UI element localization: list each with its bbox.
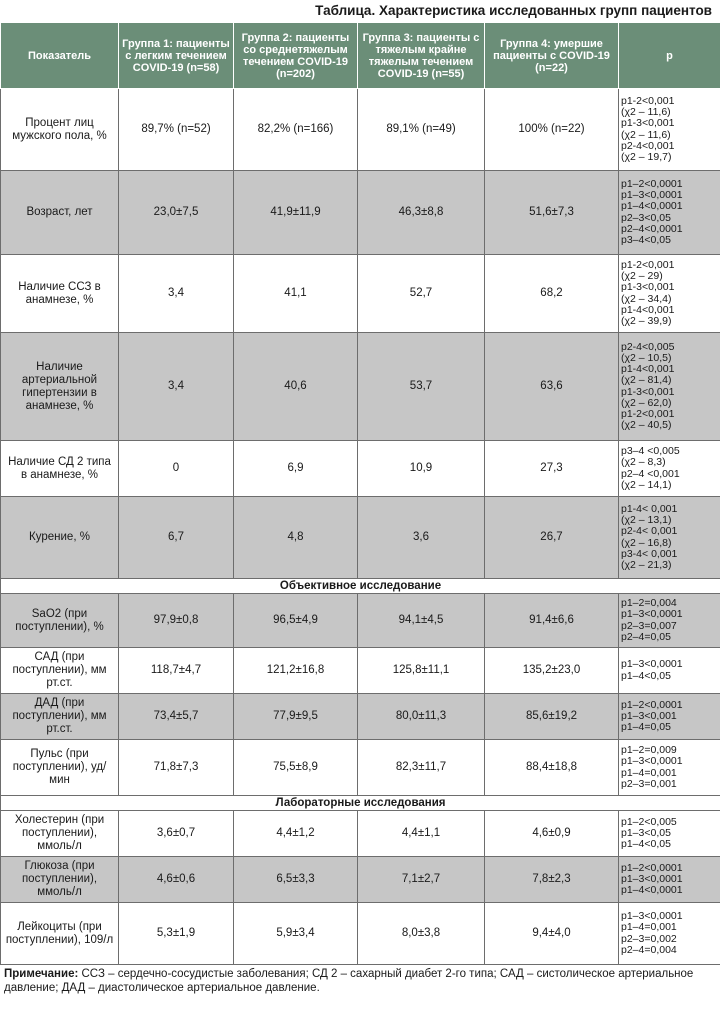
p-value-line: p2–3=0,002 (621, 932, 677, 945)
cell-group-2: 82,2% (n=166) (234, 89, 358, 171)
note-label: Примечание: (4, 968, 79, 980)
header-group-1: Группа 1: пациенты с легким течением COVID-19 (n=58) (119, 23, 234, 89)
cell-group-2: 40,6 (234, 333, 358, 441)
cell-group-1: 118,7±4,7 (119, 648, 234, 694)
section-lab-tests-title: Лабораторные исследования (1, 796, 720, 811)
table-row (1, 255, 720, 333)
table-row (1, 903, 720, 965)
cell-group-2: 5,9±3,4 (234, 903, 358, 965)
cell-group-3: 94,1±4,5 (358, 594, 485, 648)
cell-group-2: 4,8 (234, 497, 358, 579)
cell-group-1: 3,4 (119, 255, 234, 333)
cell-group-3: 3,6 (358, 497, 485, 579)
cell-group-2: 4,4±1,2 (234, 811, 358, 857)
p-value-line: p1–2<0,0001 (621, 698, 683, 711)
table-header-row (1, 23, 720, 89)
cell-group-1: 89,7% (n=52) (119, 89, 234, 171)
p-value-line: (χ2 – 21,3) (621, 558, 672, 571)
table-caption: Таблица. Характеристика исследованных групп пациентов (315, 3, 712, 18)
p-value-line: p2–4=0,004 (621, 943, 677, 956)
cell-group-3: 46,3±8,8 (358, 171, 485, 255)
p-value-line: p1-4<0,001 (621, 363, 675, 376)
row-label: Наличие артериальной гипертензии в анамнезе, % (1, 333, 119, 441)
table-row (1, 648, 720, 694)
p-value-line: (χ2 – 29) (621, 270, 663, 283)
cell-group-2: 6,9 (234, 441, 358, 497)
p-value-line: (χ2 – 19,7) (621, 150, 672, 163)
cell-group-2: 41,9±11,9 (234, 171, 358, 255)
cell-group-3: 82,3±11,7 (358, 740, 485, 796)
p-value-line: p2–3=0,001 (621, 777, 677, 790)
p-value-line: p1–2=0,009 (621, 744, 677, 757)
cell-group-1: 23,0±7,5 (119, 171, 234, 255)
p-value-line: (χ2 – 14,1) (621, 478, 672, 491)
table-row (1, 694, 720, 740)
p-value-line: p2–4<0,0001 (621, 222, 683, 235)
p-value-line: (χ2 – 39,9) (621, 314, 672, 327)
table-note (0, 965, 720, 995)
p-value-line: p1–4<0,0001 (621, 884, 683, 897)
p-value-line: p1-2<0,001 (621, 94, 675, 107)
p-value-line: p1–2<0,0001 (621, 861, 683, 874)
p-value-line: p1–2<0,005 (621, 815, 677, 828)
table-row (1, 740, 720, 796)
cell-p-values (619, 811, 720, 857)
cell-p-values (619, 255, 720, 333)
cell-group-4: 85,6±19,2 (485, 694, 619, 740)
p-value-line: p1–4=0,001 (621, 921, 677, 934)
row-label: Пульс (при поступлении), уд/мин (1, 740, 119, 796)
p-value-line: p1–3<0,0001 (621, 189, 683, 202)
p-value-line: p1–2<0,0001 (621, 177, 683, 190)
p-value-line: p1–3<0,0001 (621, 658, 683, 671)
cell-group-2: 41,1 (234, 255, 358, 333)
cell-group-1: 73,4±5,7 (119, 694, 234, 740)
cell-group-4: 88,4±18,8 (485, 740, 619, 796)
cell-group-3: 4,4±1,1 (358, 811, 485, 857)
p-value-line: p1-2<0,001 (621, 258, 675, 271)
p-value-line: (χ2 – 34,4) (621, 292, 672, 305)
row-label: Наличие СД 2 типа в анамнезе, % (1, 441, 119, 497)
p-value-line: p2-4<0,005 (621, 340, 675, 353)
p-value-line: (χ2 – 40,5) (621, 419, 672, 432)
header-p: p (619, 23, 720, 89)
cell-p-values (619, 497, 720, 579)
cell-group-4: 26,7 (485, 497, 619, 579)
cell-p-values (619, 594, 720, 648)
row-label: Процент лиц мужского пола, % (1, 89, 119, 171)
table-row (1, 811, 720, 857)
p-value-line: p3-4< 0,001 (621, 547, 678, 560)
cell-group-1: 5,3±1,9 (119, 903, 234, 965)
table-row (1, 171, 720, 255)
cell-group-1: 4,6±0,6 (119, 857, 234, 903)
cell-group-1: 3,6±0,7 (119, 811, 234, 857)
cell-group-2: 77,9±9,5 (234, 694, 358, 740)
table-row (1, 89, 720, 171)
cell-group-1: 71,8±7,3 (119, 740, 234, 796)
p-value-line: p1-4<0,001 (621, 303, 675, 316)
cell-group-1: 6,7 (119, 497, 234, 579)
header-group-4: Группа 4: умершие пациенты с COVID-19 (n=22) (485, 23, 619, 89)
cell-group-2: 75,5±8,9 (234, 740, 358, 796)
p-value-line: (χ2 – 16,8) (621, 536, 672, 549)
table-row (1, 333, 720, 441)
p-value-line: p1–4<0,05 (621, 838, 671, 851)
p-value-line: p2-4<0,001 (621, 139, 675, 152)
p-value-line: p1-3<0,001 (621, 281, 675, 294)
p-value-line: p1–4=0,001 (621, 766, 677, 779)
row-label: Холестерин (при поступлении), ммоль/л (1, 811, 119, 857)
cell-group-3: 89,1% (n=49) (358, 89, 485, 171)
row-label: ДАД (при поступлении), мм рт.ст. (1, 694, 119, 740)
table-body (1, 89, 720, 965)
cell-group-4: 7,8±2,3 (485, 857, 619, 903)
cell-p-values (619, 694, 720, 740)
p-value-line: p1–4<0,0001 (621, 200, 683, 213)
p-value-line: p1–4<0,05 (621, 669, 671, 682)
p-value-line: p2–3<0,05 (621, 211, 671, 224)
p-value-line: p1–3<0,001 (621, 709, 677, 722)
section-objective-exam (1, 579, 720, 594)
cell-group-2: 96,5±4,9 (234, 594, 358, 648)
p-value-line: (χ2 – 11,6) (621, 128, 671, 141)
cell-group-3: 52,7 (358, 255, 485, 333)
cell-p-values (619, 333, 720, 441)
table-row (1, 594, 720, 648)
cell-p-values (619, 648, 720, 694)
cell-group-4: 27,3 (485, 441, 619, 497)
p-value-line: (χ2 – 8,3) (621, 456, 666, 469)
cell-group-3: 7,1±2,7 (358, 857, 485, 903)
cell-p-values (619, 89, 720, 171)
patient-groups-table (0, 22, 720, 965)
cell-group-2: 121,2±16,8 (234, 648, 358, 694)
p-value-line: p3–4<0,05 (621, 233, 671, 246)
cell-p-values (619, 857, 720, 903)
header-group-3: Группа 3: пациенты с тяжелым крайне тяжелым течением COVID-19 (n=55) (358, 23, 485, 89)
p-value-line: (χ2 – 13,1) (621, 514, 672, 527)
p-value-line: p2-4< 0,001 (621, 525, 678, 538)
cell-group-4: 9,4±4,0 (485, 903, 619, 965)
cell-group-1: 3,4 (119, 333, 234, 441)
p-value-line: p1–4=0,05 (621, 721, 671, 734)
cell-group-1: 97,9±0,8 (119, 594, 234, 648)
p-value-line: p1-3<0,001 (621, 385, 675, 398)
cell-group-4: 68,2 (485, 255, 619, 333)
p-value-line: p1–3<0,0001 (621, 910, 683, 923)
row-label: Лейкоциты (при поступлении), 109/л (1, 903, 119, 965)
p-value-line: p1–2=0,004 (621, 597, 677, 610)
cell-group-4: 100% (n=22) (485, 89, 619, 171)
row-label: Глюкоза (при поступлении), ммоль/л (1, 857, 119, 903)
p-value-line: (χ2 – 11,6) (621, 106, 671, 119)
cell-group-3: 125,8±11,1 (358, 648, 485, 694)
cell-group-1: 0 (119, 441, 234, 497)
table-row (1, 857, 720, 903)
cell-p-values (619, 740, 720, 796)
cell-group-3: 10,9 (358, 441, 485, 497)
cell-group-2: 6,5±3,3 (234, 857, 358, 903)
p-value-line: p2–4 <0,001 (621, 467, 680, 480)
cell-group-3: 80,0±11,3 (358, 694, 485, 740)
p-value-line: p2–4=0,05 (621, 630, 671, 643)
cell-group-4: 135,2±23,0 (485, 648, 619, 694)
cell-group-4: 63,6 (485, 333, 619, 441)
cell-group-4: 4,6±0,9 (485, 811, 619, 857)
cell-group-4: 51,6±7,3 (485, 171, 619, 255)
cell-group-4: 91,4±6,6 (485, 594, 619, 648)
section-objective-exam-title: Объективное исследование (1, 579, 720, 594)
p-value-line: (χ2 – 62,0) (621, 396, 672, 409)
p-value-line: p1–3<0,05 (621, 826, 671, 839)
p-value-line: p1-4< 0,001 (621, 502, 678, 515)
header-indicator: Показатель (1, 23, 119, 89)
row-label: Курение, % (1, 497, 119, 579)
row-label: Возраст, лет (1, 171, 119, 255)
cell-p-values (619, 441, 720, 497)
cell-group-3: 8,0±3,8 (358, 903, 485, 965)
p-value-line: p1–3<0,0001 (621, 608, 683, 621)
p-value-line: p2–3=0,007 (621, 619, 677, 632)
row-label: Наличие ССЗ в анамнезе, % (1, 255, 119, 333)
cell-p-values (619, 903, 720, 965)
section-lab-tests (1, 796, 720, 811)
p-value-line: p1–3<0,0001 (621, 872, 683, 885)
note-text: ССЗ – сердечно-сосудистые заболевания; СД 2 – сахарный диабет 2-го типа; САД – систолическое артериальное давление; ДАД – диастолическое артериальное давление. (4, 968, 694, 994)
p-value-line: p1-2<0,001 (621, 407, 675, 420)
row-label: SaO2 (при поступлении), % (1, 594, 119, 648)
p-value-line: (χ2 – 81,4) (621, 374, 672, 387)
table-row (1, 441, 720, 497)
header-group-2: Группа 2: пациенты со среднетяжелым течением COVID-19 (n=202) (234, 23, 358, 89)
table-row (1, 497, 720, 579)
p-value-line: p1-3<0,001 (621, 117, 675, 130)
p-value-line: p3–4 <0,005 (621, 445, 680, 458)
cell-group-3: 53,7 (358, 333, 485, 441)
cell-p-values (619, 171, 720, 255)
p-value-line: p1–3<0,0001 (621, 755, 683, 768)
p-value-line: (χ2 – 10,5) (621, 351, 672, 364)
row-label: САД (при поступлении), мм рт.ст. (1, 648, 119, 694)
